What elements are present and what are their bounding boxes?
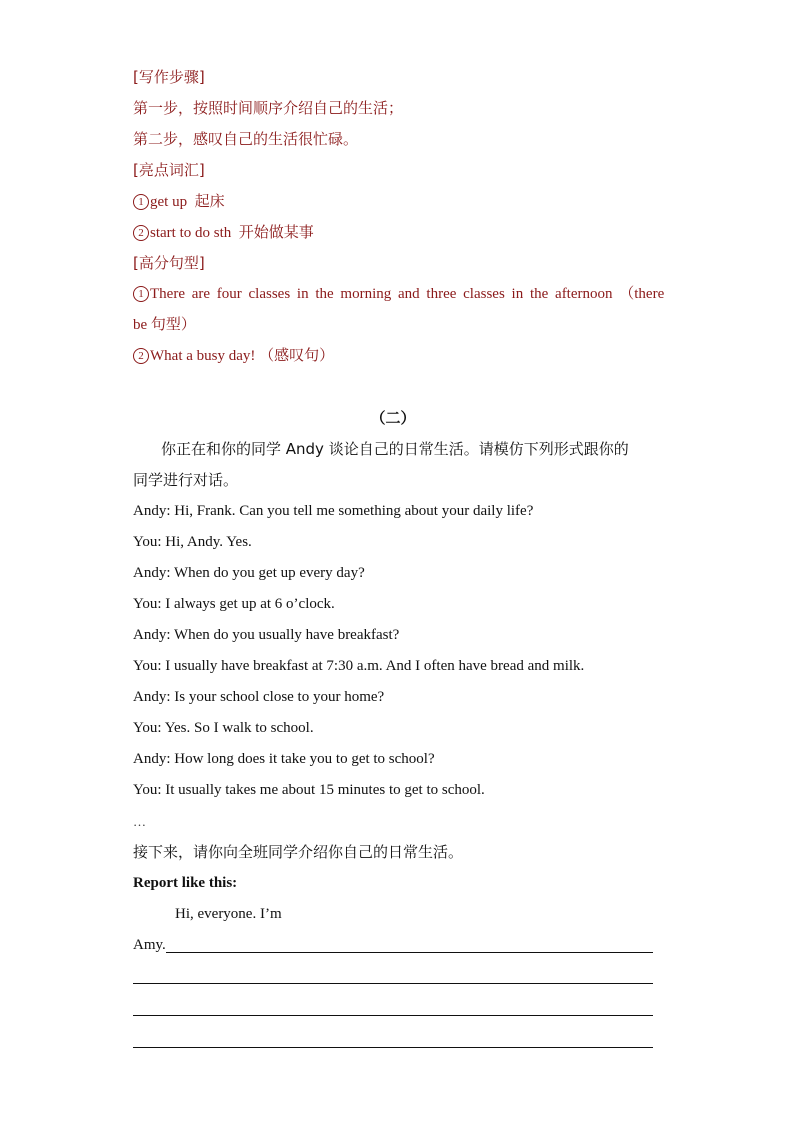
circled-number: 1	[133, 286, 149, 302]
vocab-item-1	[133, 186, 653, 217]
sentences-heading: [高分句型]	[133, 254, 205, 272]
writing-steps-heading: [写作步骤]	[133, 68, 205, 86]
circled-number: 2	[133, 225, 149, 241]
circled-number: 2	[133, 348, 149, 364]
answer-line-4[interactable]	[133, 1025, 653, 1048]
dialogue-line: You: It usually takes me about 15 minutes to get to school.	[133, 782, 485, 798]
circled-number: 1	[133, 194, 149, 210]
answer-line-1[interactable]	[133, 930, 653, 961]
document-page	[133, 62, 665, 1057]
sentence-item-1-line-1	[133, 279, 665, 310]
dialogue-line: Andy: Hi, Frank. Can you tell me something about your daily life?	[133, 503, 534, 519]
vocab-chinese: 起床	[194, 192, 225, 210]
intro-line-2: 同学进行对话。	[133, 471, 239, 489]
section-title: （二）	[370, 409, 416, 427]
dialogue-line: You: I usually have breakfast at 7:30 a.m. And I often have bread and milk.	[133, 658, 585, 674]
report-greeting: Hi, everyone. I’m	[175, 906, 282, 922]
sentence-item-2	[133, 341, 653, 372]
next-instruction: 接下来，请你向全班同学介绍你自己的日常生活。	[133, 843, 464, 861]
sentence-text: There are four classes in the morning and three classes in the afternoon （there	[150, 286, 665, 302]
dialogue-line: You: I always get up at 6 o’clock.	[133, 596, 335, 612]
writing-step-2: 第二步，感叹自己的生活很忙碌。	[133, 130, 359, 148]
answer-line-3[interactable]	[133, 993, 653, 1016]
vocab-english: get up	[150, 194, 188, 210]
dialogue-line: You: Hi, Andy. Yes.	[133, 534, 252, 550]
report-name: Amy.	[133, 937, 166, 953]
vocab-english: start to do sth	[150, 225, 232, 241]
vocab-item-2	[133, 217, 653, 248]
sentence-text: What a busy day! （感叹句）	[150, 348, 335, 364]
answer-blank[interactable]	[166, 930, 653, 953]
intro-line-1: 你正在和你的同学 Andy 谈论自己的日常生活。请模仿下列形式跟你的	[161, 440, 629, 458]
sentence-item-1-line-2: be 句型）	[133, 317, 196, 333]
answer-line-2[interactable]	[133, 961, 653, 984]
vocab-heading: [亮点词汇]	[133, 161, 205, 179]
writing-step-1: 第一步，按照时间顺序介绍自己的生活；	[133, 99, 404, 117]
ellipsis: …	[133, 814, 147, 829]
dialogue-line: Andy: When do you get up every day?	[133, 565, 365, 581]
vocab-chinese: 开始做某事	[238, 223, 314, 241]
report-label: Report like this:	[133, 875, 238, 891]
dialogue-line: You: Yes. So I walk to school.	[133, 720, 314, 736]
spacer	[133, 372, 653, 403]
dialogue-line: Andy: When do you usually have breakfast?	[133, 627, 400, 643]
dialogue-line: Andy: How long does it take you to get to school?	[133, 751, 435, 767]
dialogue-line: Andy: Is your school close to your home?	[133, 689, 385, 705]
